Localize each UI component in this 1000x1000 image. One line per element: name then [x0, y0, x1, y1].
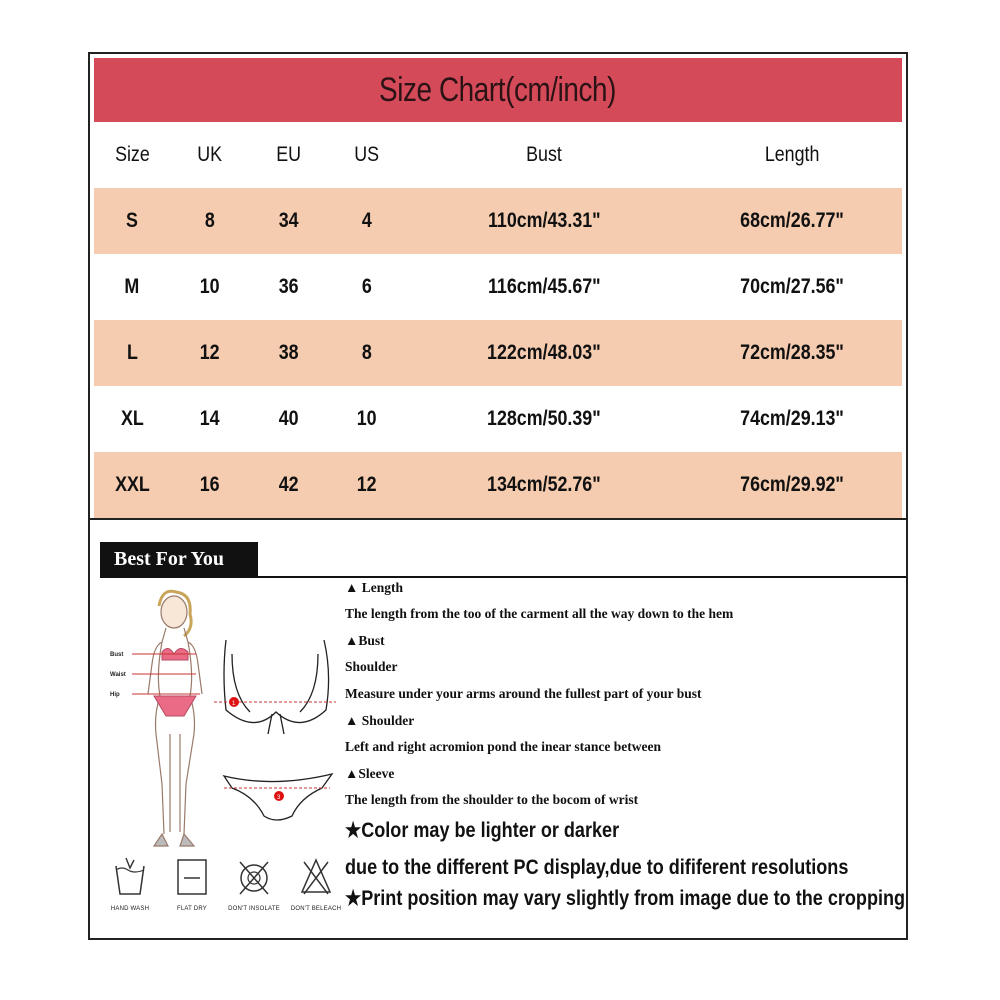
header-us: US: [354, 143, 380, 166]
figure-label-hip: Hip: [110, 692, 120, 698]
table-row: [94, 188, 902, 254]
panty-marker-number: 3: [277, 795, 281, 801]
cell-bust: 122cm/48.03": [487, 341, 601, 364]
cell-size: XL: [120, 407, 144, 430]
care-hand-wash: [100, 854, 160, 924]
header-uk: UK: [197, 143, 223, 166]
header-length: Length: [764, 143, 820, 166]
header-eu: EU: [276, 143, 302, 166]
care-icons: [100, 854, 340, 924]
note-color: ★Color may be lighter or darker: [345, 819, 620, 842]
cell-length: 74cm/29.13": [740, 407, 844, 430]
cell-length: 70cm/27.56": [740, 275, 844, 298]
cell-uk: 12: [200, 341, 220, 364]
size-chart-frame: [88, 52, 908, 940]
cell-uk: 16: [200, 473, 220, 496]
cell-size: L: [126, 341, 138, 364]
cell-eu: 36: [279, 275, 299, 298]
care-label: DON'T INSOLATE: [228, 906, 280, 912]
cell-eu: 42: [279, 473, 299, 496]
bra-marker-number: 1: [232, 701, 236, 707]
cell-length: 72cm/28.35": [740, 341, 844, 364]
care-label: FLAT DRY: [177, 906, 207, 912]
table-row: [94, 254, 902, 320]
care-flat-dry: [162, 854, 222, 924]
cell-uk: 8: [205, 209, 215, 232]
instruction-sleeve-heading: ▲Sleeve: [345, 766, 395, 781]
table-row: [94, 452, 902, 518]
care-label: DON'T BELEACH: [290, 906, 342, 912]
header-size: Size: [114, 143, 150, 166]
cell-eu: 40: [279, 407, 299, 430]
cell-us: 12: [357, 473, 377, 496]
figure-bikini-bottom-icon: [154, 696, 196, 716]
cell-uk: 10: [200, 275, 220, 298]
note-print-position: ★Print position may vary slightly from image due to the cropping: [345, 887, 906, 910]
cell-us: 6: [362, 275, 372, 298]
figure-label-waist: Waist: [110, 672, 126, 678]
figure-label-bust: Bust: [110, 652, 124, 658]
hand-wash-icon: [110, 854, 150, 898]
cell-length: 76cm/29.92": [740, 473, 844, 496]
table-row: [94, 386, 902, 452]
cell-length: 68cm/26.77": [740, 209, 844, 232]
size-chart-title-bar: [94, 58, 902, 122]
instruction-sleeve-text: The length from the shoulder to the bocom of wrist: [345, 792, 639, 807]
cell-bust: 128cm/50.39": [487, 407, 601, 430]
table-header-row: [94, 122, 902, 188]
dont-bleach-icon: [296, 854, 336, 898]
best-for-you-label: Best For You: [100, 542, 258, 576]
instruction-bust-text: Measure under your arms around the fullest part of your bust: [345, 686, 702, 701]
cell-bust: 110cm/43.31": [487, 209, 601, 232]
instruction-shoulder-heading: ▲ Shoulder: [345, 713, 415, 728]
cell-us: 4: [362, 209, 372, 232]
bra-outline-icon: [224, 640, 329, 734]
section-divider: [90, 518, 906, 520]
instruction-bust-shoulder: Shoulder: [345, 659, 398, 674]
cell-bust: 116cm/45.67": [487, 275, 601, 298]
cell-size: XXL: [114, 473, 150, 496]
flat-dry-icon: [172, 854, 212, 898]
cell-eu: 34: [279, 209, 299, 232]
cell-bust: 134cm/52.76": [487, 473, 601, 496]
measurement-illustration: [104, 584, 344, 854]
instruction-shoulder-text: Left and right acromion pond the inear stance between: [345, 739, 661, 754]
best-for-you-underline: [100, 576, 906, 578]
woman-figure-icon: [148, 591, 202, 846]
care-dont-insolate: [224, 854, 284, 924]
table-row: [94, 320, 902, 386]
instruction-length-heading: ▲ Length: [345, 580, 403, 595]
header-bust: Bust: [526, 143, 562, 166]
instruction-bust-heading: ▲Bust: [345, 633, 385, 648]
cell-eu: 38: [279, 341, 299, 364]
size-chart-title: Size Chart(cm/inch): [379, 70, 617, 109]
dont-insolate-icon: [234, 854, 274, 898]
care-label: HAND WASH: [110, 906, 150, 912]
cell-uk: 14: [200, 407, 220, 430]
cell-size: S: [126, 209, 138, 232]
cell-us: 10: [357, 407, 377, 430]
instruction-length-text: The length from the too of the carment all the way down to the hem: [345, 606, 734, 621]
cell-us: 8: [362, 341, 372, 364]
cell-size: M: [124, 275, 140, 298]
note-display: due to the different PC display,due to dififerent resolutions: [345, 856, 849, 879]
care-dont-bleach: [286, 854, 346, 924]
